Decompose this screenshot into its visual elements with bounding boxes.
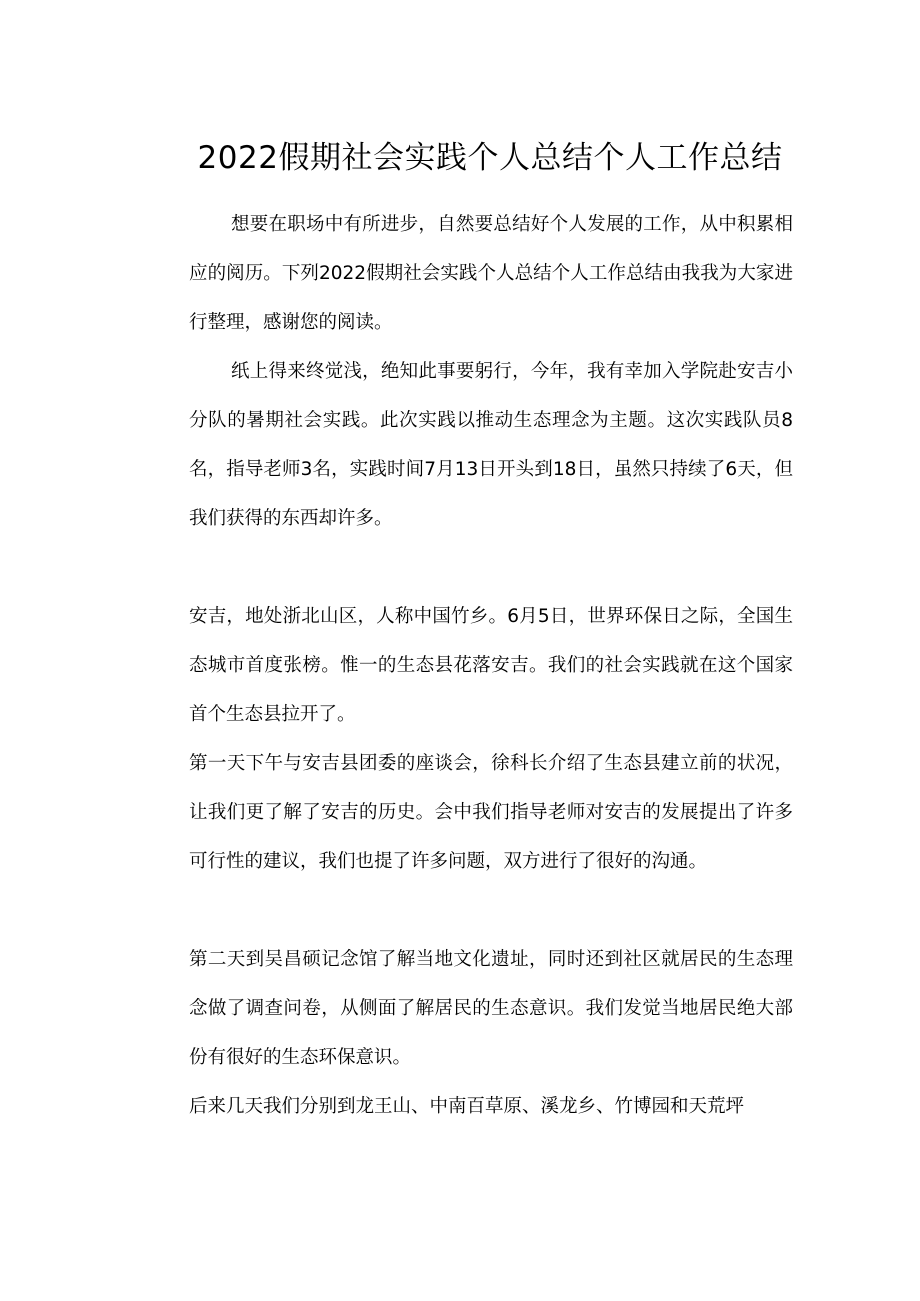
document-title: 2022假期社会实践个人总结个人工作总结	[197, 139, 783, 176]
paragraph-practice-overview: 纸上得来终觉浅，绝知此事要躬行，今年，我有幸加入学院赴安吉小分队的暑期社会实践。此次实践以推动生态理念为主题。这次实践队员8名，指导老师3名，实践时间7月13日开头到18日，虽然只持续了6天，但我们获得的东西却许多。	[189, 361, 793, 529]
paragraph-day-two: 第二天到吴昌硕记念馆了解当地文化遗址，同时还到社区就居民的生态理念做了调查问卷，从侧面了解居民的生态意识。我们发觉当地居民绝大部份有很好的生态环保意识。	[189, 949, 793, 1068]
paragraph-day-one: 第一天下午与安吉县团委的座谈会，徐科长介绍了生态县建立前的状况，让我们更了解了安吉的历史。会中我们指导老师对安吉的发展提出了许多可行性的建议，我们也提了许多问题，双方进行了很好的沟通。	[189, 753, 793, 872]
paragraph-gap	[189, 543, 793, 592]
document-body	[189, 200, 793, 1131]
paragraph-anji-intro: 安吉，地处浙北山区，人称中国竹乡。6月5日，世界环保日之际，全国生态城市首度张榜。惟一的生态县花落安吉。我们的社会实践就在这个国家首个生态县拉开了。	[189, 606, 793, 725]
paragraph-later-days: 后来几天我们分别到龙王山、中南百草原、溪龙乡、竹博园和天荒坪	[189, 1096, 745, 1117]
paragraph-intro: 想要在职场中有所进步，自然要总结好个人发展的工作，从中积累相应的阅历。下列2022假期社会实践个人总结个人工作总结由我我为大家进行整理，感谢您的阅读。	[189, 214, 793, 333]
paragraph-gap	[189, 886, 793, 935]
